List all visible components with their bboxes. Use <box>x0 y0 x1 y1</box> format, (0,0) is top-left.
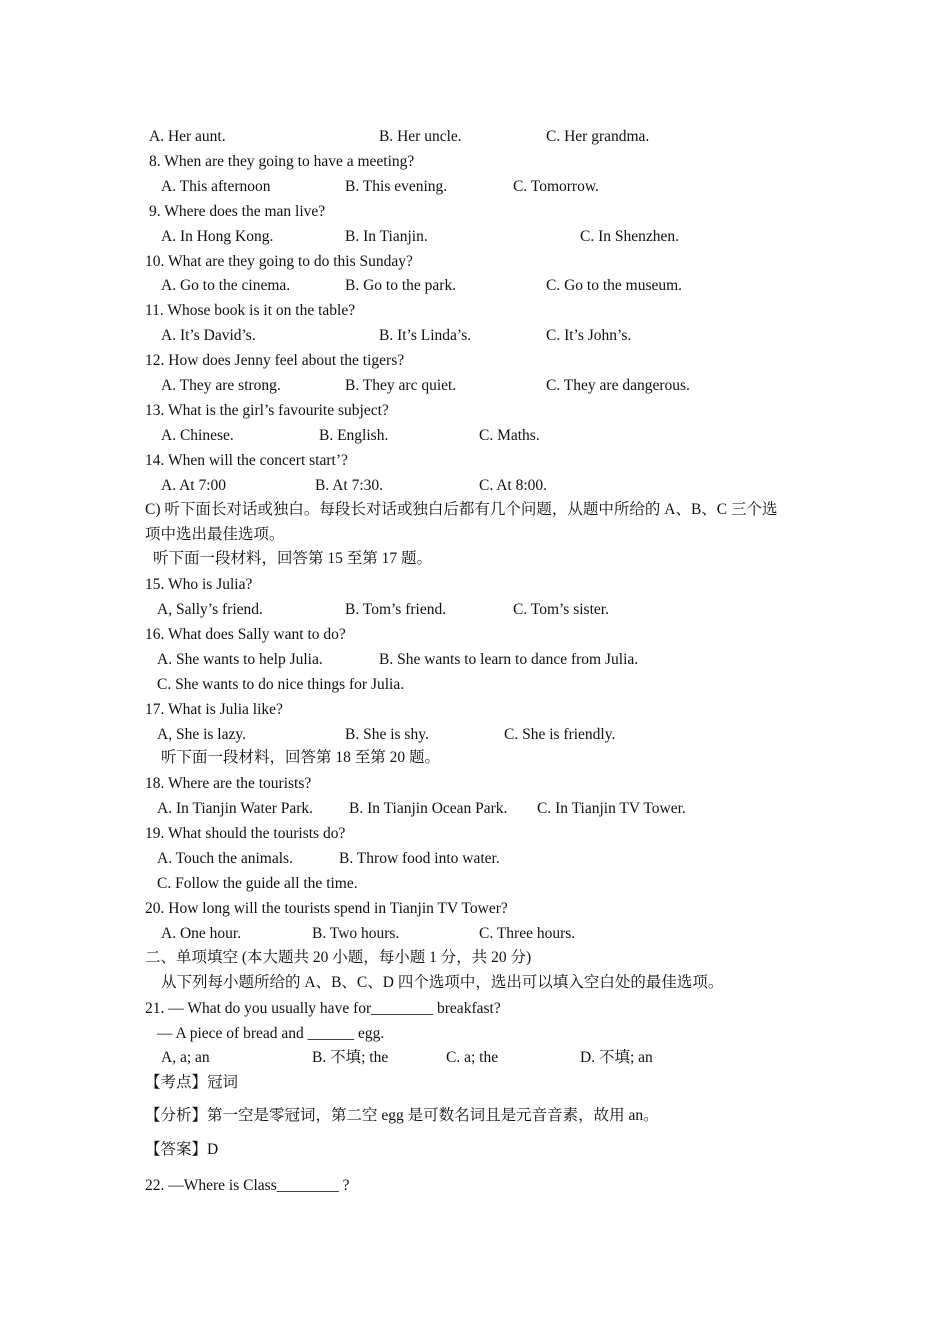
q19-option-b: B. Throw food into water. <box>339 850 500 867</box>
q17-option-a: A, She is lazy. <box>157 726 246 743</box>
section-c-intro-18-20: 听下面一段材料，回答第 18 至第 20 题。 <box>161 749 441 766</box>
q11-option-b: B. It’s Linda’s. <box>379 327 472 344</box>
q20-option-c: C. Three hours. <box>479 925 576 942</box>
q13-option-b: B. English. <box>319 427 389 444</box>
q7-option-a: A. Her aunt. <box>149 128 226 145</box>
q19-option-c: C. Follow the guide all the time. <box>157 875 358 892</box>
q21-option-a: A, a; an <box>161 1049 210 1066</box>
q8-option-a: A. This afternoon <box>161 178 271 195</box>
q13-stem: 13. What is the girl’s favourite subject? <box>145 402 389 419</box>
q18-option-a: A. In Tianjin Water Park. <box>157 800 314 817</box>
q15-option-a: A, Sally’s friend. <box>157 601 263 618</box>
q22-stem: 22. —Where is Class________ ? <box>145 1177 350 1194</box>
q9-option-a: A. In Hong Kong. <box>161 228 274 245</box>
q7-option-c: C. Her grandma. <box>546 128 650 145</box>
q18-stem: 18. Where are the tourists? <box>145 775 312 792</box>
q10-option-a: A. Go to the cinema. <box>161 277 291 294</box>
q20-option-a: A. One hour. <box>161 925 242 942</box>
q16-stem: 16. What does Sally want to do? <box>145 626 346 643</box>
q10-option-b: B. Go to the park. <box>345 277 457 294</box>
q14-option-b: B. At 7:30. <box>315 477 384 494</box>
part2-heading: 二、单项填空 (本大题共 20 小题，每小题 1 分，共 20 分) <box>145 949 532 966</box>
q21-stem-line2: — A piece of bread and ______ egg. <box>157 1025 385 1042</box>
section-c-instruction-line1: C) 听下面长对话或独白。每段长对话或独白后都有几个问题，从题中所给的 A、B、C 三个选 <box>145 501 778 518</box>
q15-stem: 15. Who is Julia? <box>145 576 253 593</box>
q11-stem: 11. Whose book is it on the table? <box>145 302 356 319</box>
q8-option-b: B. This evening. <box>345 178 448 195</box>
q12-option-a: A. They are strong. <box>161 377 281 394</box>
q20-option-b: B. Two hours. <box>312 925 400 942</box>
q21-answer: 【答案】D <box>145 1141 219 1158</box>
section-c-instruction-line2: 项中选出最佳选项。 <box>145 526 285 543</box>
q8-option-c: C. Tomorrow. <box>513 178 599 195</box>
q18-option-b: B. In Tianjin Ocean Park. <box>349 800 508 817</box>
q15-option-c: C. Tom’s sister. <box>513 601 609 618</box>
q20-stem: 20. How long will the tourists spend in Tianjin TV Tower? <box>145 900 508 917</box>
q7-option-b: B. Her uncle. <box>379 128 462 145</box>
q19-stem: 19. What should the tourists do? <box>145 825 346 842</box>
q14-option-c: C. At 8:00. <box>479 477 548 494</box>
q16-option-b: B. She wants to learn to dance from Julia. <box>379 651 639 668</box>
q21-analysis: 【分析】第一空是零冠词，第二空 egg 是可数名词且是元音音素，故用 an。 <box>145 1107 659 1124</box>
q11-option-c: C. It’s John’s. <box>546 327 632 344</box>
q18-option-c: C. In Tianjin TV Tower. <box>537 800 686 817</box>
q13-option-a: A. Chinese. <box>161 427 234 444</box>
q9-stem: 9. Where does the man live? <box>149 203 326 220</box>
q13-option-c: C. Maths. <box>479 427 540 444</box>
q19-option-a: A. Touch the animals. <box>157 850 293 867</box>
q10-stem: 10. What are they going to do this Sunday? <box>145 253 413 270</box>
q12-option-c: C. They are dangerous. <box>546 377 690 394</box>
q17-option-c: C. She is friendly. <box>504 726 616 743</box>
q15-option-b: B. Tom’s friend. <box>345 601 447 618</box>
q8-stem: 8. When are they going to have a meeting? <box>149 153 415 170</box>
q21-option-d: D. 不填; an <box>580 1049 653 1066</box>
q21-kaodian: 【考点】冠词 <box>145 1074 239 1091</box>
q9-option-c: C. In Shenzhen. <box>580 228 680 245</box>
q16-option-c: C. She wants to do nice things for Julia. <box>157 676 405 693</box>
q21-option-c: C. a; the <box>446 1049 499 1066</box>
section-c-intro-15-17: 听下面一段材料，回答第 15 至第 17 题。 <box>153 550 433 567</box>
q10-option-c: C. Go to the museum. <box>546 277 683 294</box>
part2-instruction: 从下列每小题所给的 A、B、C、D 四个选项中，选出可以填入空白处的最佳选项。 <box>161 974 724 991</box>
q14-option-a: A. At 7:00 <box>161 477 227 494</box>
q21-option-b: B. 不填; the <box>312 1049 389 1066</box>
q21-stem-line1: 21. — What do you usually have for________ breakfast? <box>145 1000 501 1017</box>
q14-stem: 14. When will the concert start’? <box>145 452 348 469</box>
q16-option-a: A. She wants to help Julia. <box>157 651 323 668</box>
q12-stem: 12. How does Jenny feel about the tigers? <box>145 352 405 369</box>
q17-option-b: B. She is shy. <box>345 726 429 743</box>
q9-option-b: B. In Tianjin. <box>345 228 428 245</box>
q17-stem: 17. What is Julia like? <box>145 701 283 718</box>
q12-option-b: B. They arc quiet. <box>345 377 457 394</box>
q11-option-a: A. It’s David’s. <box>161 327 256 344</box>
